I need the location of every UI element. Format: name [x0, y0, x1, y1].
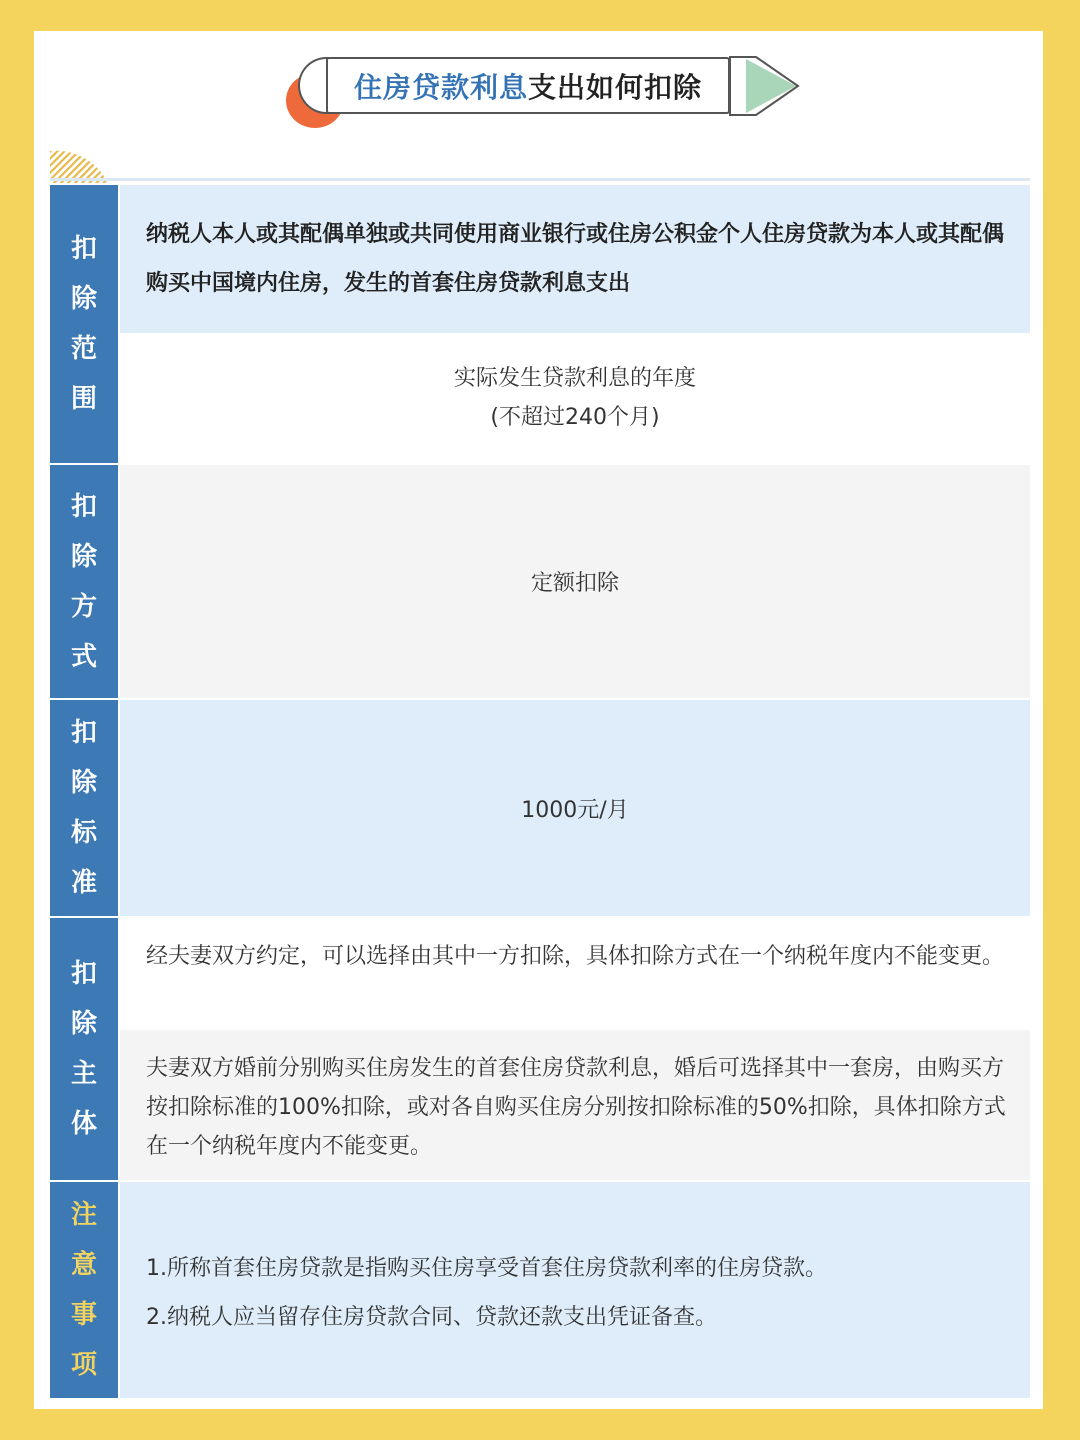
label-char: 体 [70, 1109, 97, 1139]
label-char: 除 [70, 284, 97, 314]
label-char: 事 [70, 1300, 97, 1330]
section-deduction-subject [50, 918, 1030, 1180]
section-deduction-scope [50, 185, 1030, 463]
label-deduction-subject [50, 918, 118, 1180]
page-title-highlight: 住房贷款利息 [353, 70, 528, 104]
subject-rule-2: 夫妻双方婚前分别购买住房发生的首套住房贷款利息，婚后可选择其中一套房，由购买方按扣除标准的100%扣除，或对各自购买住房分别按扣除标准的50%扣除，具体扣除方式在一个纳税年度内不能变更。 [120, 1030, 1030, 1180]
label-char: 扣 [70, 491, 97, 522]
page-title-rest: 支出如何扣除 [528, 70, 703, 104]
label-char: 方 [70, 591, 97, 622]
label-char: 扣 [70, 234, 97, 264]
page-title [326, 57, 730, 114]
section-deduction-method [50, 465, 1030, 698]
section-deduction-standard [50, 700, 1030, 916]
label-char: 主 [70, 1059, 97, 1089]
green-arrow-decoration [728, 55, 800, 117]
label-char: 除 [70, 541, 97, 572]
label-deduction-scope [50, 185, 118, 463]
section-notes [50, 1182, 1030, 1398]
label-char: 项 [70, 1350, 97, 1380]
scope-period [120, 333, 1030, 463]
label-char: 标 [70, 818, 97, 848]
scope-period-line1: 实际发生贷款利息的年度 [453, 366, 696, 391]
label-char: 准 [70, 868, 97, 898]
scope-period-line2: (不超过240个月) [490, 405, 660, 430]
label-char: 除 [70, 768, 97, 798]
note-item-2: 2.纳税人应当留存住房贷款合同、贷款还款支出凭证备查。 [146, 1305, 717, 1330]
label-char: 式 [70, 641, 97, 672]
label-char: 扣 [70, 718, 97, 748]
label-char: 注 [70, 1200, 97, 1230]
scope-description: 纳税人本人或其配偶单独或共同使用商业银行或住房公积金个人住房贷款为本人或其配偶购买中国境内住房，发生的首套住房贷款利息支出 [120, 185, 1030, 333]
subject-rule-1: 经夫妻双方约定，可以选择由其中一方扣除，具体扣除方式在一个纳税年度内不能变更。 [120, 918, 1030, 1030]
label-notes [50, 1182, 118, 1398]
method-value: 定额扣除 [120, 465, 1030, 698]
label-char: 除 [70, 1009, 97, 1039]
striped-quarter-circle-decoration [50, 143, 112, 183]
standard-value: 1000元/月 [120, 700, 1030, 916]
label-deduction-standard [50, 700, 118, 916]
note-item-1: 1.所称首套住房贷款是指购买住房享受首套住房贷款利率的住房贷款。 [146, 1256, 827, 1281]
header-divider [50, 178, 1030, 181]
label-deduction-method [50, 465, 118, 698]
label-char: 围 [70, 384, 97, 414]
label-char: 意 [70, 1250, 97, 1280]
label-char: 扣 [70, 959, 97, 989]
notes-content [120, 1182, 1030, 1398]
label-char: 范 [70, 334, 97, 364]
